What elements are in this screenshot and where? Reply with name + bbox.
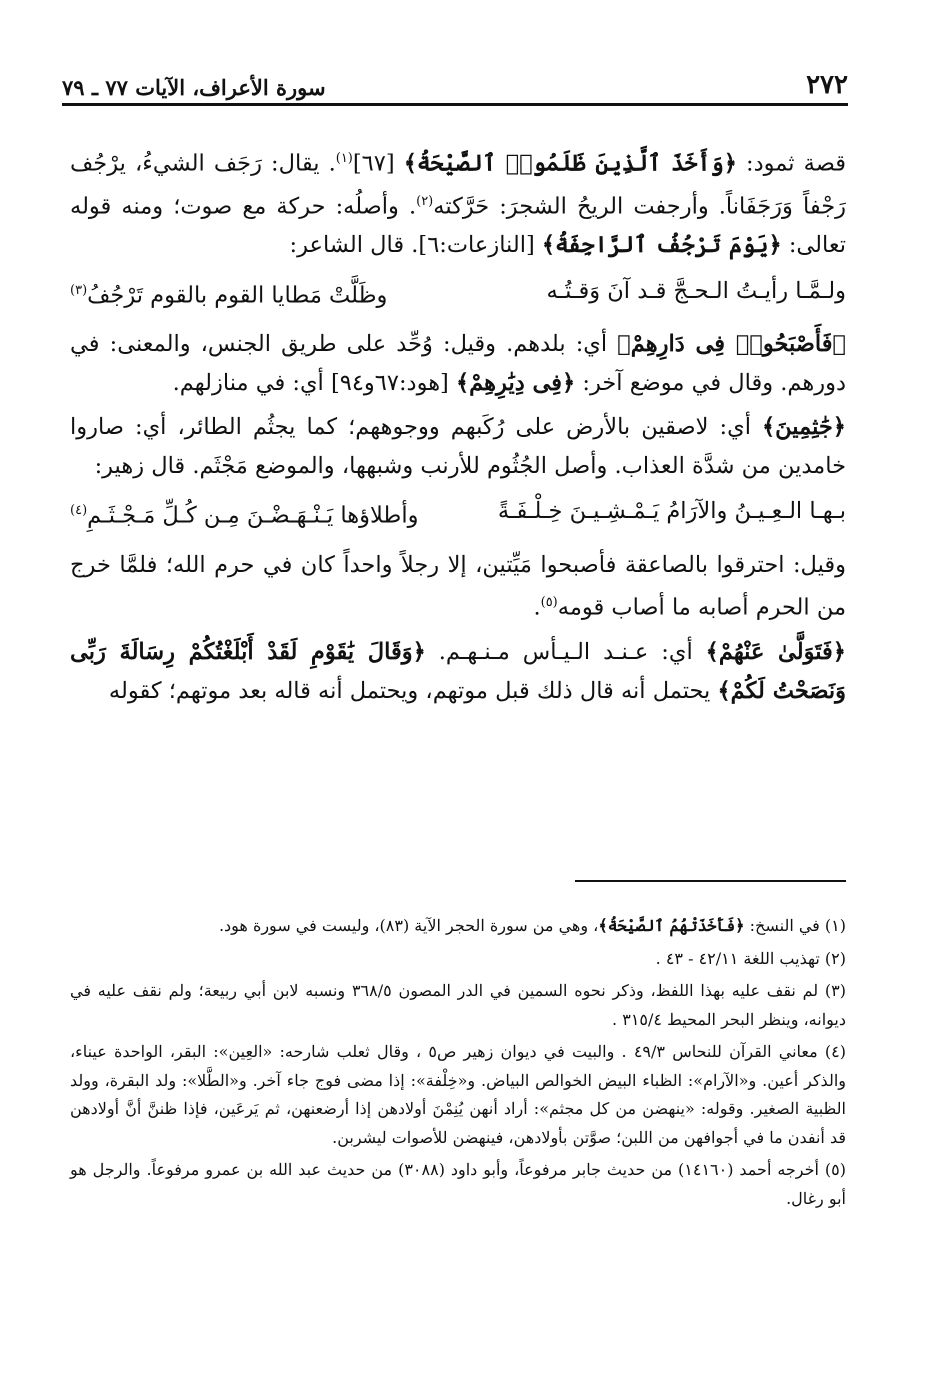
text-segment: أي: لاصقين بالأرض على رُكَبهم ووجوههم؛ كما يجثُم الطائر، أي: صاروا خامدين من شدَّة العذاب. وأصل الجُثُوم للأرنب وشبهها، والموضع مَجْثَم. قال زهير: xyxy=(70,414,846,479)
paragraph xyxy=(70,408,846,485)
text-segment: [هود:٦٧و٩٤] أي: في منازلهم. xyxy=(172,369,456,396)
quran-quote: ﴿وَأَخَذَ ٱلَّذِينَ ظَلَمُوا۟ ٱلصَّيْحَةُ﴾ xyxy=(403,150,737,177)
footnote-separator xyxy=(575,880,846,882)
footnote-ref: (١) xyxy=(335,151,353,166)
footnote-ref: (٥) xyxy=(540,595,558,610)
text-segment: . يقال: رَجَف الشيءُ، يرْجُف رَجْفاً وَرَجَفَاناً. وأرجفت الريحُ الشجرَ: حَرَّكته xyxy=(70,150,846,220)
quran-quote: ﴿جَٰثِمِينَ﴾ xyxy=(762,414,846,440)
text-segment: (١) في النسخ: xyxy=(744,916,846,935)
page-header xyxy=(62,60,848,100)
main-text xyxy=(70,140,846,716)
quran-quote: ﴿فَأَصْبَحُوا۟ فِى دَارِهِمْ﴾ xyxy=(617,331,846,357)
paragraph xyxy=(70,325,846,402)
text-segment: ، وهي من سورة الحجر الآية (٨٣)، وليست في سورة هود. xyxy=(218,916,599,935)
quran-quote: ﴿فَتَوَلَّىٰ عَنْهُمْ﴾ xyxy=(705,639,846,665)
footnotes xyxy=(70,912,846,1217)
verse-second-hemistich: وأطلاؤها يَـنْـهَـضْـنَ مِـن كُـلِّ مَـجْـثَـمِ xyxy=(87,502,419,529)
footnote-ref: (٢) xyxy=(416,194,434,209)
text-segment: [النازعات:٦]. قال الشاعر: xyxy=(289,232,542,258)
poetry-verse xyxy=(70,491,846,536)
text-segment: أي: عـنـد الـيـأس مـنـهـم. xyxy=(425,639,706,665)
verse-first-hemistich: بـهـا الـعِـيـنُ والآرَامُ يَـمْـشِـيـنَ خِـلْـفَـةً xyxy=(497,498,846,524)
text-segment: أي: بلدهم. وقيل: وُحِّد على طريق الجنس، والمعنى: في دورهم. وقال في موضع آخر: xyxy=(70,331,846,396)
quran-quote: ﴿فِى دِيَٰرِهِمْ﴾ xyxy=(456,369,576,396)
text-segment: . xyxy=(533,594,541,621)
quran-quote: ﴿وَقَالَ يَٰقَوْمِ لَقَدْ أَبْلَغْتُكُمْ رِسَالَةَ رَبِّى وَنَصَحْتُ لَكُمْ﴾ xyxy=(70,639,846,704)
poetry-verse xyxy=(70,271,846,316)
paragraph xyxy=(70,633,846,710)
header-rule xyxy=(62,103,848,106)
page-number: ٢٧٢ xyxy=(806,70,848,100)
running-title: سورة الأعراف، الآيات ٧٧ ـ ٧٩ xyxy=(62,75,326,100)
text-segment: يحتمل أنه قال ذلك قبل موتهم، ويحتمل أنه قاله بعد موتهم؛ كقوله xyxy=(108,677,718,704)
footnote-ref: (٤) xyxy=(70,503,88,518)
text-segment: وقيل: احترقوا بالصاعقة فأصبحوا مَيِّتين، إلا رجلاً واحداً كان في حرم الله؛ فلمَّا خرج من الحرم أصابه ما أصاب قومه xyxy=(70,551,846,621)
footnote: (٢) تهذيب اللغة ٤٢/١١ - ٤٣ . xyxy=(655,948,846,968)
quran-quote: ﴿فَأَخَذَتْهُمُ ٱلصَّيْحَةُ﴾ xyxy=(598,916,745,935)
verse-first-hemistich: ولـمَّـا رأيـتُ الـحـجَّ قـد آنَ وَقـتُـه xyxy=(546,277,846,304)
paragraph xyxy=(70,546,846,628)
footnote: (٥) أخرجه أحمد (١٤١٦٠) من حديث جابر مرفوعاً، وأبو داود (٣٠٨٨) من حديث عبد الله بن عمرو مرفوعاً. والرجل هو أبو رغال. xyxy=(70,1160,846,1208)
footnote: (٣) لم نقف عليه بهذا اللفظ، وذكر نحوه السمين في الدر المصون ٣٦٨/٥ ونسبه لابن أبي ربيعة؛ ولم نقف عليه في ديوانه، وينظر البحر المحيط ٣١٥/٤ . xyxy=(70,981,847,1029)
footnote: (٤) معاني القرآن للنحاس ٤٩/٣ . والبيت في ديوان زهير ص٥ ، وقال ثعلب شارحه: «العِين»: البقر، الواحدة عيناء، والذكر أعين. و«الآرام»: الظباء البيض الخوالص البياض. و«خِلْفة»: إذا مضى فوج جاء آخر. و«الطَّلا»: ولد البقرة، وولد الظبية الصغير. وقوله: «ينهضن من كل مجثم»: أراد أنهن يُنِمْنَ أولادهن إذا أرضعنهن، ثم يَرعَين، فإذا ظننَّ أنَّ أولادهن قد أنفدن ما في أجوافهن من اللبن؛ صوَّتن بأولادهن، فينهضن للأصوات ليشربن. xyxy=(70,1042,846,1147)
text-segment: [٦٧] xyxy=(352,150,404,177)
paragraph xyxy=(70,140,846,265)
text-segment: قصة ثمود: xyxy=(736,150,846,177)
footnote xyxy=(70,912,846,941)
quran-quote: ﴿يَوْمَ تَرْجُفُ ٱلرَّاجِفَةُ﴾ xyxy=(541,232,782,258)
footnote-ref: (٣) xyxy=(70,282,88,298)
verse-second-hemistich: وظَلَّتْ مَطايا القوم بالقوم تَرْجُفُ xyxy=(87,282,388,308)
text-segment: . وأصلُه: حركة مع صوت؛ ومنه قوله تعالى: xyxy=(70,193,846,258)
